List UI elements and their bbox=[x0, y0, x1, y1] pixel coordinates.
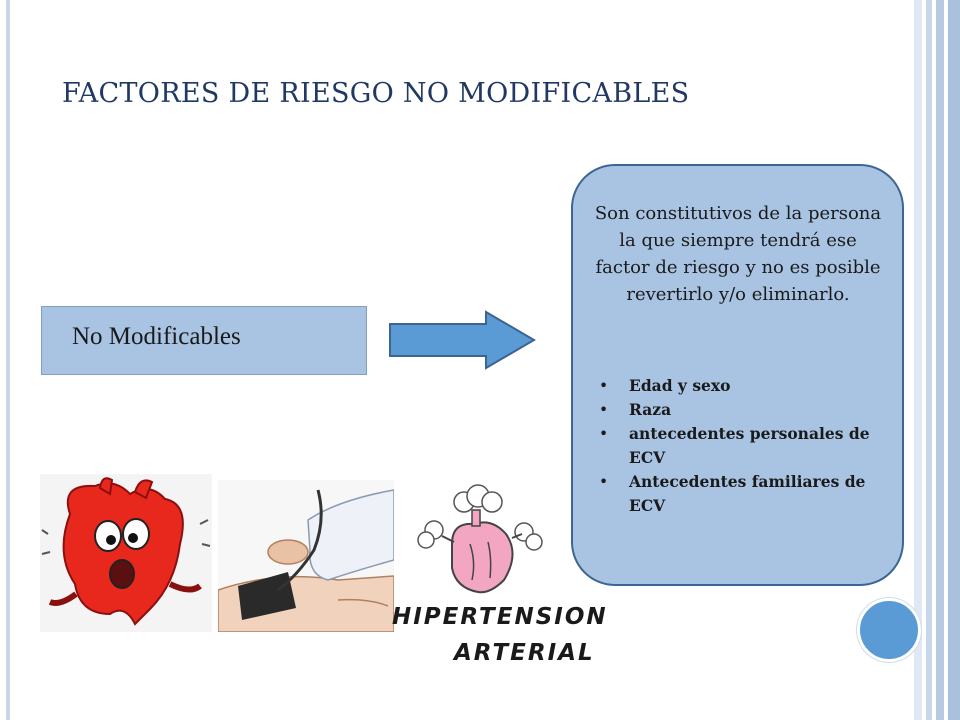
list-item: • antecedentes personales de ECV bbox=[599, 424, 870, 467]
slide-right-border bbox=[936, 0, 944, 720]
definition-box bbox=[571, 164, 904, 586]
slide-title: FACTORES DE RIESGO NO MODIFICABLES bbox=[62, 78, 690, 109]
slide-left-border bbox=[6, 0, 10, 720]
no-modificables-box bbox=[41, 306, 367, 375]
decorative-circle-icon bbox=[857, 598, 921, 662]
definition-text: Son constitutivos de la persona la que siempre tendrá ese factor de riesgo y no es posible revertirlo y/o eliminarlo. bbox=[594, 203, 882, 305]
list-item: • Raza bbox=[599, 400, 672, 419]
hypertension-caption-line2: ARTERIAL bbox=[454, 640, 595, 666]
risk-factor-list bbox=[599, 374, 889, 518]
list-item: • Edad y sexo bbox=[599, 376, 731, 395]
list-item: • Antecedentes familiares de ECV bbox=[599, 472, 866, 515]
hypertension-caption-line1: HIPERTENSION bbox=[392, 604, 608, 630]
slide-right-border bbox=[948, 0, 960, 720]
blood-pressure-image bbox=[218, 480, 394, 632]
scared-heart-image bbox=[40, 474, 212, 632]
hypertension-heart-image bbox=[412, 484, 552, 596]
no-modificables-label: No Modificables bbox=[72, 323, 241, 350]
slide-right-border bbox=[926, 0, 932, 720]
right-arrow-icon bbox=[388, 310, 538, 370]
